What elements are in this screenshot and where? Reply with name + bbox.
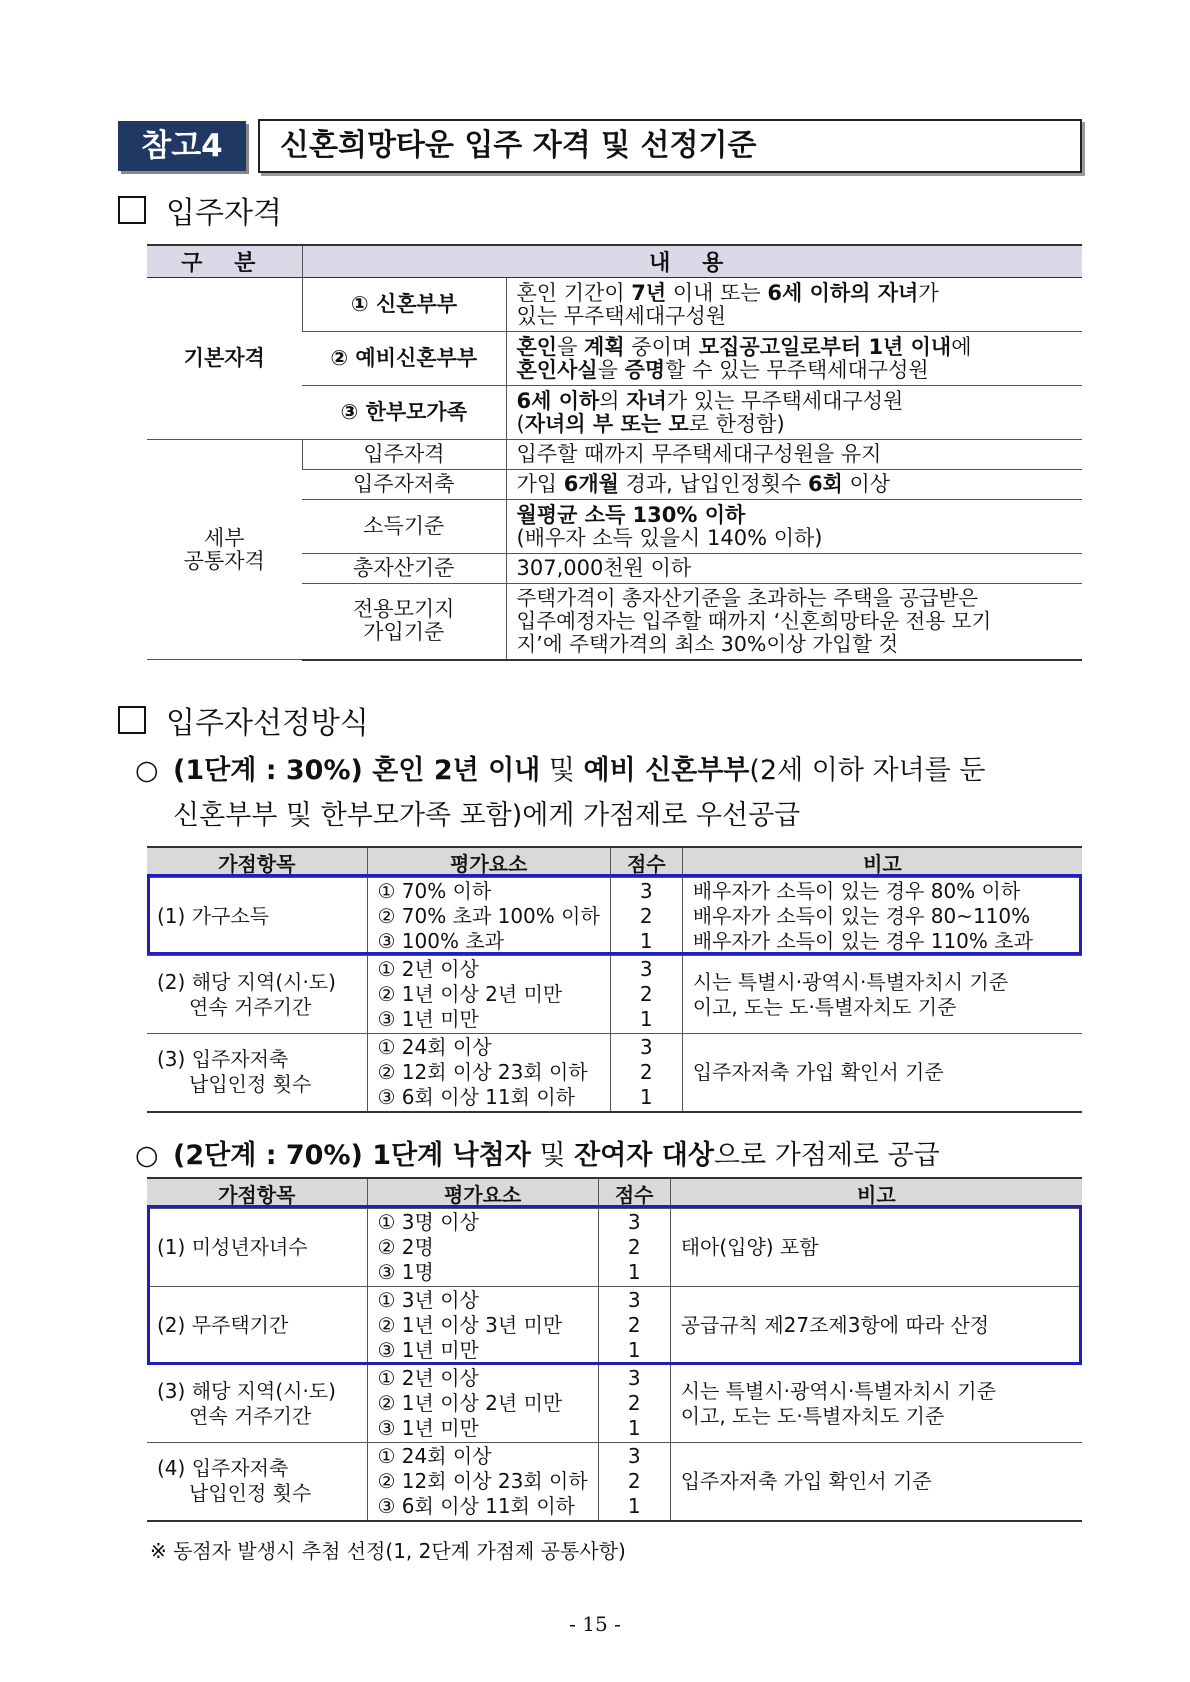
- factor: ③ 6회 이상 11회 이하: [377, 1493, 575, 1518]
- row-content: [506, 500, 1082, 554]
- score-note: [682, 878, 1082, 956]
- factor: ③ 1년 미만: [377, 1007, 479, 1031]
- item-line: (4) 입주자저축: [157, 1456, 289, 1481]
- item-line: 납입인정 횟수: [189, 1481, 312, 1506]
- content-line: 혼인사실을 증명할 수 있는 무주택세대구성원: [516, 357, 929, 382]
- score-values: [610, 878, 682, 956]
- section-heading-selection: [118, 698, 369, 742]
- score: 1: [627, 1416, 641, 1440]
- score-values: [598, 1287, 670, 1365]
- score-factors: [367, 878, 610, 956]
- content-line: 지’에 주택가격의 최소 30%이상 가입할 것: [516, 631, 899, 656]
- row-content: 입주할 때까지 무주택세대구성원을 유지: [506, 440, 1082, 470]
- row-label: 입주자격: [302, 440, 506, 470]
- row-content: [506, 584, 1082, 660]
- score: 3: [627, 1443, 641, 1468]
- score-note: [670, 1365, 1082, 1443]
- score-note: 태아(입양) 포함: [670, 1209, 1082, 1287]
- stage2-emph: (2단계 : 70%) 1단계 낙첨자: [173, 1140, 531, 1171]
- score-values: [610, 956, 682, 1034]
- note-line: 이고, 도는 도·특별자치도 기준: [680, 1403, 945, 1428]
- row-label: ① 신혼부부: [302, 278, 506, 332]
- score-note: [682, 956, 1082, 1034]
- section-heading-text: 입주자격: [166, 196, 282, 231]
- col-header: 평가요소: [367, 1178, 598, 1209]
- factor: ③ 1년 미만: [377, 1338, 479, 1362]
- content-line: (배우자 소득 있을시 140% 이하): [516, 525, 823, 550]
- content-line: 혼인 기간이 7년 이내 또는 6세 이하의 자녀가: [516, 280, 939, 305]
- factor: ② 1년 이상 2년 미만: [377, 982, 563, 1006]
- score-item: [147, 1034, 367, 1112]
- col-header: 평가요소: [367, 847, 610, 878]
- stage1-line1: [135, 748, 1080, 793]
- stage2-text: 및: [530, 1140, 575, 1171]
- common-category: [147, 440, 302, 660]
- score-item: [147, 1443, 367, 1521]
- content-line: 월평균 소득 130% 이하: [516, 502, 746, 527]
- score-values: [598, 1209, 670, 1287]
- score-values: [598, 1365, 670, 1443]
- factor: ① 24회 이상: [377, 1034, 492, 1059]
- stage1-bullet: [135, 748, 1080, 838]
- eligibility-table: [147, 244, 1082, 661]
- note-line: 배우자가 소득이 있는 경우 110% 초과: [692, 929, 1033, 953]
- circle-bullet-icon: ○: [135, 1140, 159, 1171]
- score-item: [147, 956, 367, 1034]
- score-factors: [367, 1287, 598, 1365]
- stage1-line2: 신혼부부 및 한부모가족 포함)에게 가점제로 우선공급: [173, 800, 801, 831]
- factor: ③ 1년 미만: [377, 1416, 479, 1440]
- score: 1: [627, 1493, 641, 1518]
- note-line: 배우자가 소득이 있는 경우 80% 이하: [692, 879, 1021, 903]
- row-content: 307,000천원 이하: [506, 554, 1082, 584]
- score-note: 공급규칙 제27조제3항에 따라 산정: [670, 1287, 1082, 1365]
- stage1-text: 및: [540, 755, 584, 786]
- score-item: [147, 1365, 367, 1443]
- stage1-text: (2세 이하 자녀를 둔: [749, 755, 986, 786]
- stage2-emph: 잔여자 대상: [574, 1140, 714, 1171]
- factor: ① 2년 이상: [377, 957, 479, 981]
- score: 3: [639, 957, 653, 981]
- content-line: 주택가격이 총자산기준을 초과하는 주택을 공급받은: [516, 585, 979, 610]
- score-values: [598, 1443, 670, 1521]
- factor: ③ 6회 이상 11회 이하: [377, 1084, 575, 1109]
- stage1-emph: 예비 신혼부부: [583, 755, 750, 786]
- row-content: [506, 386, 1082, 440]
- item-line: (2) 해당 지역(시·도): [157, 969, 336, 994]
- item-line: 납입인정 횟수: [189, 1072, 312, 1097]
- row-label: [302, 584, 506, 660]
- factor: ③ 1명: [377, 1260, 434, 1284]
- footnote: ※ 동점자 발생시 추첨 선정(1, 2단계 가점제 공통사항): [150, 1539, 626, 1563]
- score-factors: [367, 956, 610, 1034]
- score-factors: [367, 1034, 610, 1112]
- score-factors: [367, 1443, 598, 1521]
- score: 1: [627, 1260, 641, 1284]
- checkbox-square-icon: [118, 706, 146, 734]
- stage1-score-table: [147, 846, 1082, 1113]
- factor: ① 3명 이상: [377, 1210, 479, 1234]
- score: 1: [639, 929, 653, 953]
- circle-bullet-icon: ○: [135, 755, 159, 786]
- col-header: 가점항목: [147, 1178, 367, 1209]
- score: 3: [627, 1366, 641, 1390]
- score: 3: [627, 1210, 641, 1234]
- stage2-text: 으로 가점제로 공급: [713, 1140, 940, 1171]
- content-line: 6세 이하의 자녀가 있는 무주택세대구성원: [516, 388, 904, 413]
- item-line: (3) 해당 지역(시·도): [157, 1378, 336, 1403]
- row-label: 입주자저축: [302, 470, 506, 500]
- checkbox-square-icon: [118, 196, 146, 224]
- score: 2: [627, 1235, 641, 1259]
- col-header: 점수: [610, 847, 682, 878]
- row-label: 소득기준: [302, 500, 506, 554]
- page-number: - 15 -: [569, 1612, 621, 1636]
- score: 2: [639, 982, 653, 1006]
- factor: ① 3년 이상: [377, 1288, 479, 1312]
- content-line: 혼인을 계획 중이며 모집공고일로부터 1년 이내에: [516, 334, 972, 359]
- factor: ② 12회 이상 23회 이하: [377, 1059, 588, 1084]
- row-content: 가입 6개월 경과, 납입인정횟수 6회 이상: [506, 470, 1082, 500]
- score-item: (1) 가구소득: [147, 878, 367, 956]
- score: 2: [639, 904, 653, 928]
- note-line: 시는 특별시·광역시·특별자치시 기준: [692, 969, 1009, 994]
- stage2-score-table: [147, 1177, 1082, 1522]
- score-item: (1) 미성년자녀수: [147, 1209, 367, 1287]
- factor: ① 70% 이하: [377, 879, 492, 903]
- basic-category: 기본자격: [147, 278, 302, 440]
- factor: ① 24회 이상: [377, 1443, 492, 1468]
- score-note: 입주자저축 가입 확인서 기준: [682, 1034, 1082, 1112]
- score-factors: [367, 1365, 598, 1443]
- content-line: 있는 무주택세대구성원: [516, 303, 727, 328]
- score-factors: [367, 1209, 598, 1287]
- col-category-header: 구 분: [147, 245, 302, 278]
- category-line: 세부: [203, 525, 245, 550]
- score: 1: [639, 1084, 653, 1109]
- note-line: 시는 특별시·광역시·특별자치시 기준: [680, 1378, 996, 1403]
- reference-tag: 참고4: [118, 121, 246, 171]
- col-header: 비고: [682, 847, 1082, 878]
- row-label: ③ 한부모가족: [302, 386, 506, 440]
- score: 2: [627, 1468, 641, 1493]
- score: 2: [627, 1391, 641, 1415]
- stage2-bullet: [135, 1133, 1080, 1178]
- content-line: (자녀의 부 또는 모로 한정함): [516, 411, 785, 436]
- row-label: ② 예비신혼부부: [302, 332, 506, 386]
- score: 2: [639, 1059, 653, 1084]
- col-header: 비고: [670, 1178, 1082, 1209]
- col-header: 가점항목: [147, 847, 367, 878]
- score-item: (2) 무주택기간: [147, 1287, 367, 1365]
- section-heading-text: 입주자선정방식: [166, 706, 369, 741]
- factor: ② 70% 초과 100% 이하: [377, 904, 600, 928]
- content-line: 입주예정자는 입주할 때까지 ‘신혼희망타운 전용 모기: [516, 608, 992, 633]
- stage1-emph: (1단계 : 30%) 혼인 2년 이내: [173, 755, 541, 786]
- label-line: 전용모기지: [353, 597, 455, 622]
- score: 2: [627, 1313, 641, 1337]
- score: 3: [627, 1288, 641, 1312]
- factor: ② 12회 이상 23회 이하: [377, 1468, 588, 1493]
- category-line: 공통자격: [183, 548, 265, 573]
- row-content: [506, 332, 1082, 386]
- factor: ② 2명: [377, 1235, 434, 1259]
- factor: ③ 100% 초과: [377, 929, 504, 953]
- col-header: 점수: [598, 1178, 670, 1209]
- score: 3: [639, 1034, 653, 1059]
- score: 1: [639, 1007, 653, 1031]
- score: 1: [627, 1338, 641, 1362]
- factor: ② 1년 이상 3년 미만: [377, 1313, 563, 1337]
- row-label: 총자산기준: [302, 554, 506, 584]
- page-title-box: [258, 119, 1082, 173]
- factor: ② 1년 이상 2년 미만: [377, 1391, 563, 1415]
- item-line: 연속 거주기간: [189, 1403, 312, 1428]
- score-values: [610, 1034, 682, 1112]
- item-line: 연속 거주기간: [189, 994, 312, 1019]
- label-line: 가입기준: [363, 620, 445, 645]
- col-content-header: 내 용: [302, 245, 1082, 278]
- note-line: 이고, 도는 도·특별자치도 기준: [692, 994, 957, 1019]
- item-line: (3) 입주자저축: [157, 1047, 289, 1072]
- row-content: [506, 278, 1082, 332]
- score: 3: [639, 879, 653, 903]
- note-line: 배우자가 소득이 있는 경우 80~110%: [692, 904, 1031, 928]
- factor: ① 2년 이상: [377, 1366, 479, 1390]
- score-note: 입주자저축 가입 확인서 기준: [670, 1443, 1082, 1521]
- page-title: 신혼희망타운 입주 자격 및 선정기준: [280, 128, 757, 163]
- section-heading-eligibility: [118, 188, 282, 232]
